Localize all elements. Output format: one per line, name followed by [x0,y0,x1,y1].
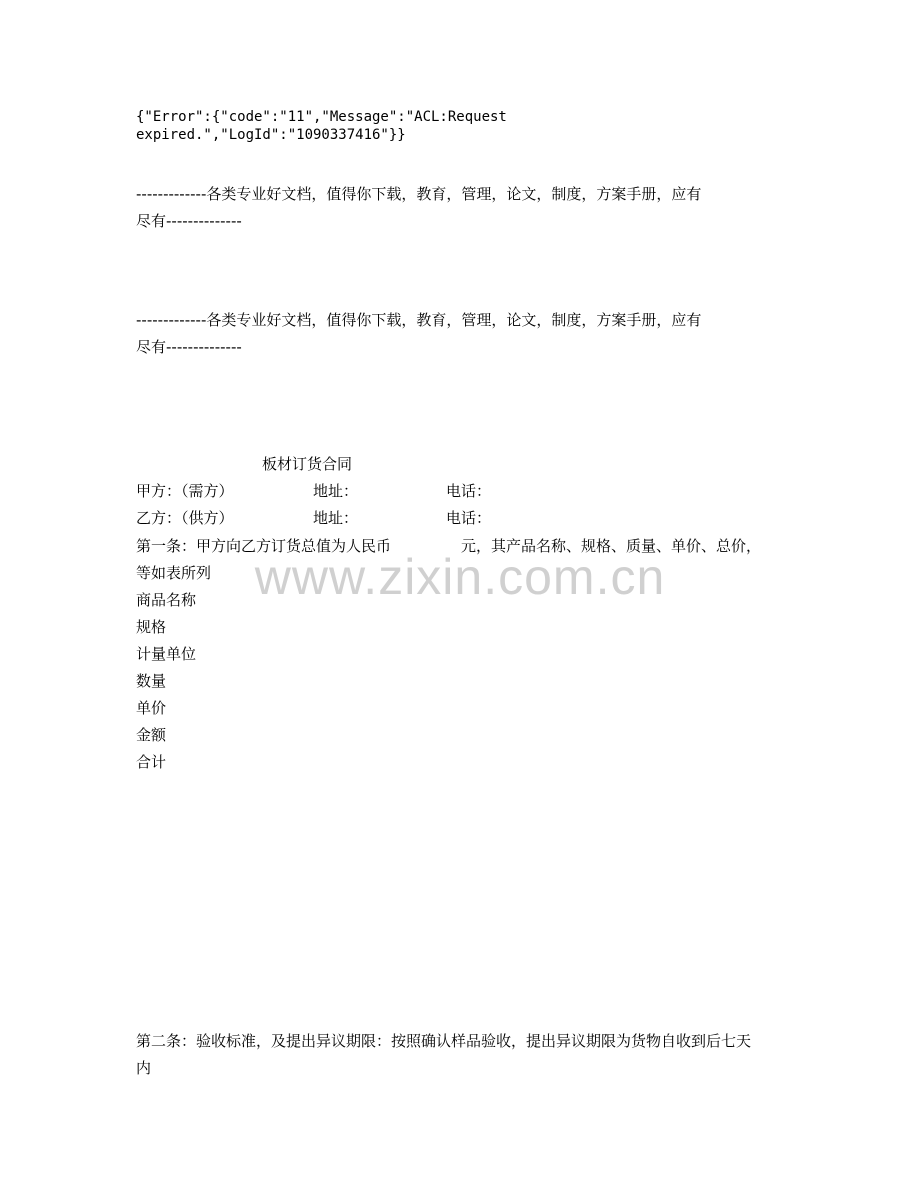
list-item: 规格 [136,618,167,636]
promo-banner-2 [136,307,796,361]
watermark: www.zixin.com.cn [254,549,666,605]
party-b-phone: 电话： [446,509,492,527]
error-line-2: expired.","LogId":"1090337416"}} [136,127,406,143]
list-item: 计量单位 [136,645,197,663]
party-b-label: 乙方：（供方） [136,509,234,527]
article-2-line-1: 第二条：验收标准，及提出异议期限：按照确认样品验收，提出异议期限为货物自收到后七天 [136,1032,752,1050]
list-item: 商品名称 [136,591,197,609]
party-a-phone: 电话： [446,482,492,500]
error-message [136,108,507,144]
list-item: 金额 [136,726,167,744]
article-2 [136,1028,751,1082]
promo-banner-line-2: 尽有-------------- [136,212,242,230]
party-b-address: 地址： [313,509,359,527]
article-1-part-2: 元，其产品名称、规格、质量、单价、总价， [461,537,762,555]
party-a-address: 地址： [313,482,359,500]
list-item: 数量 [136,672,167,690]
promo-banner-line-1: -------------各类专业好文档，值得你下载，教育，管理，论文，制度，方案手册，应有 [136,185,702,203]
promo-banner-line-2: 尽有-------------- [136,338,242,356]
promo-banner-line-1: -------------各类专业好文档，值得你下载，教育，管理，论文，制度，方案手册，应有 [136,311,702,329]
contract-title: 板材订货合同 [262,455,353,473]
article-1-line-2: 等如表所列 [136,564,212,582]
item-list [136,587,196,776]
promo-banner-1 [136,181,796,235]
party-a-label: 甲方：（需方） [136,482,234,500]
article-2-line-2: 内 [136,1059,152,1077]
error-line-1: {"Error":{"code":"11","Message":"ACL:Request [136,109,507,125]
article-1-part-1: 第一条：甲方向乙方订货总值为人民币 [136,537,392,555]
list-item: 单价 [136,699,167,717]
list-item: 合计 [136,753,167,771]
